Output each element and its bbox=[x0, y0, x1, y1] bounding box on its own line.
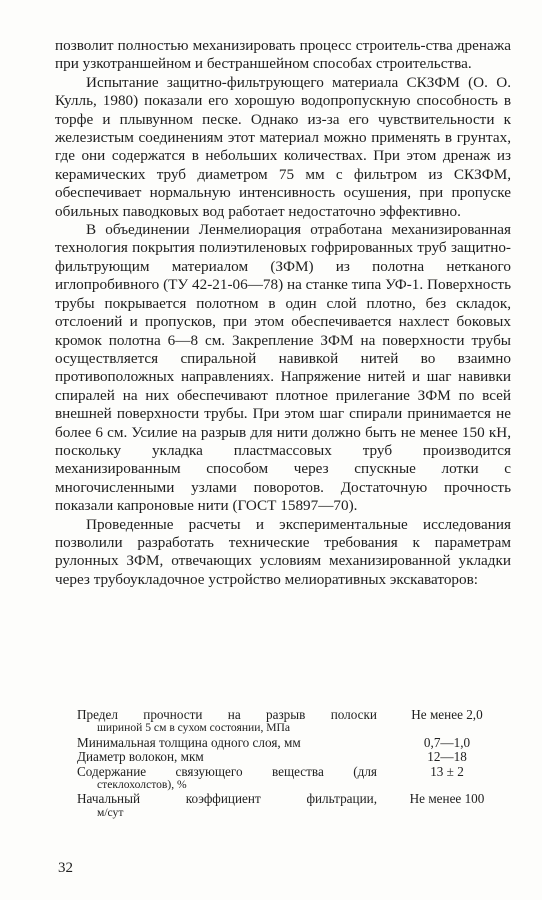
spec-label: Минимальная толщина одного слоя, мм bbox=[77, 734, 301, 750]
paragraph-4: Проведенные расчеты и экспериментальные исследования позволили разработать технические требования к параметрам рулонных ЗФМ, отвечающих условиям механизированной укладки через трубоукладочное устройство мелиоративных экскаваторов: bbox=[55, 515, 511, 588]
paragraph-2: Испытание защитно-фильтрующего материала СКЗФМ (О. О. Кулль, 1980) показали его хорошую водопропускную способность в торфе и плывунном песке. Однако из-за его чувствительности к железистым соединениям этот материал можно применять в грунтах, где они содержатся в небольших количествах. При этом дренаж из керамических труб диаметром 75 мм с фильтром из СКЗФМ, обеспечивает нормальную интенсивность осушения, при пропуске обильных паводковых вод работает недостаточно эффективно. bbox=[55, 73, 511, 220]
spec-value: Не менее 100 bbox=[409, 791, 485, 807]
spec-row bbox=[77, 792, 511, 819]
spec-sublabel: м/сут bbox=[97, 805, 124, 819]
spec-row bbox=[77, 708, 511, 735]
spec-value: 13 ± 2 bbox=[430, 763, 464, 779]
spec-label: Предел прочности на разрыв полоски bbox=[77, 707, 377, 722]
spec-value: 0,7—1,0 bbox=[423, 734, 471, 750]
spec-row bbox=[77, 765, 511, 792]
spec-row bbox=[77, 750, 511, 763]
spec-label: Диаметр волокон, мкм bbox=[77, 749, 204, 765]
spec-row bbox=[77, 736, 511, 749]
spec-label: Содержание связующего вещества (для bbox=[77, 763, 377, 779]
spec-value: 12—18 bbox=[427, 749, 467, 765]
spec-label: Начальный коэффициент фильтрации, bbox=[77, 791, 377, 807]
paragraph-3: В объединении Ленмелиорация отработана механизированная технология покрытия полиэтиленовых гофрированных труб защитно-фильтрующим материалом (ЗФМ) из полотна нетканого иглопробивного (ТУ 42-21-06—78) на станке типа УФ-1. Поверхность трубы покрывается полотном в один слой плотно, без складок, отслоений и пропусков, при этом обеспечивается нахлест боковых кромок полотна 6—8 см. Закрепление ЗФМ на поверхности трубы осуществляется спиральной навивкой нитей во взаимно противоположных направлениях. Напряжение нитей и шаг навивки спиралей на них обеспечивают плотное прилегание ЗФМ по всей внешней поверхности трубы. При этом шаг спирали принимается не более 6 см. Усилие на разрыв для нити должно быть не менее 150 кН, поскольку укладка пластмассовых труб производится механизированным способом через спускные лотки с многочисленными узлами поворотов. Достаточную прочность показали капроновые нити (ГОСТ 15897—70). bbox=[55, 221, 511, 515]
body-text bbox=[55, 37, 511, 589]
spec-value: Не менее 2,0 bbox=[411, 707, 483, 722]
spec-list bbox=[77, 708, 511, 820]
page-number: 32 bbox=[58, 860, 73, 876]
paragraph-1: позволит полностью механизировать процесс строитель-ства дренажа при узкотраншейном и бестраншейном способах строительства. bbox=[55, 37, 511, 73]
spec-sublabel: шириной 5 см в сухом состоянии, МПа bbox=[97, 721, 291, 735]
spec-sublabel: стеклохолстов), % bbox=[97, 778, 187, 792]
